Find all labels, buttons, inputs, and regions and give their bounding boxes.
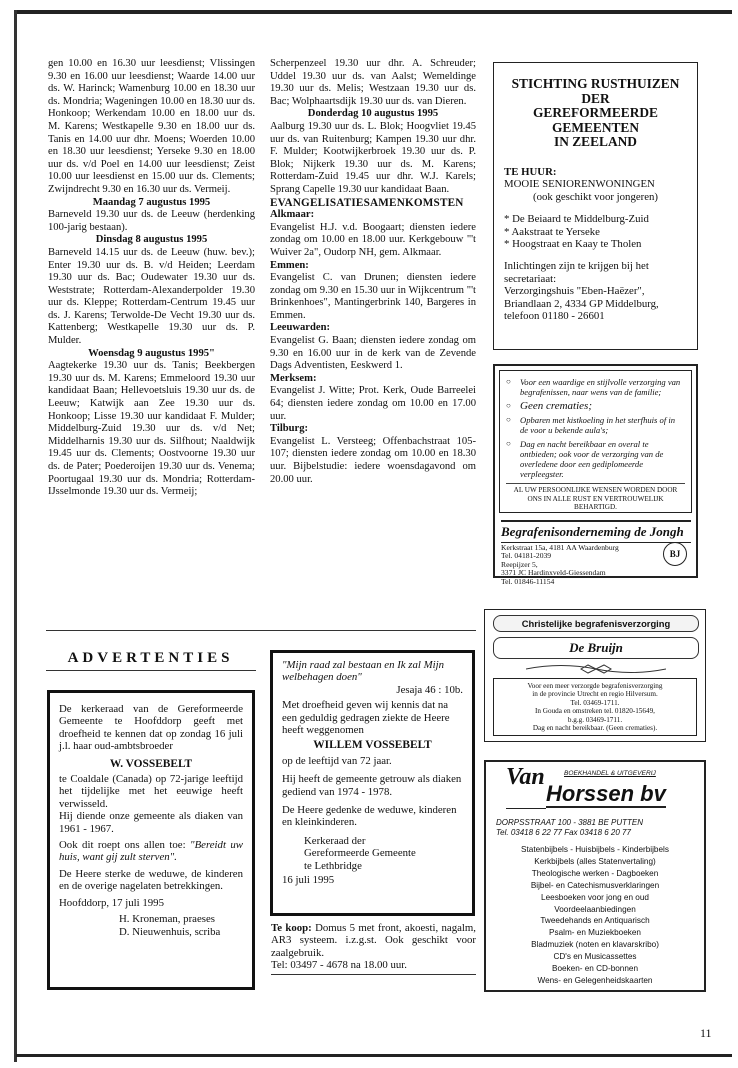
address-line: Tel. 01846-11154 xyxy=(501,576,555,586)
debruijn-ad xyxy=(484,609,706,742)
place-name: Alkmaar: xyxy=(270,209,315,221)
location-item: * Hoogstraat en Kaay te Tholen xyxy=(504,238,642,250)
notice2-p1: Met droefheid geven wij kennis dat na een geduldig gedragen ziekte de Heere heeft weggenomen xyxy=(282,699,450,737)
horssen-ad xyxy=(484,760,706,992)
notice1-signature: H. Kroneman, praeses xyxy=(119,913,215,926)
debruijn-line: In Gouda en omstreken tel. 01820-15649, xyxy=(535,707,655,716)
horssen-item: Leesboeken voor jong en oud xyxy=(541,892,649,902)
debruijn-line: Dag en nacht bereikbaar. (Geen crematies). xyxy=(532,724,658,733)
place-text: Evangelist J. Witte; Prot. Kerk, Oude Barreelei 64; diensten iedere zondag om 10.00 en 17.00 uur. xyxy=(270,385,476,422)
address-line: Reepijzer 5, xyxy=(501,559,538,569)
info-line: telefoon 01180 - 26601 xyxy=(504,310,605,323)
notice1-p3: Hij diende onze gemeente als diaken van 1961 - 1967. xyxy=(59,810,243,835)
notice2-p4: De Heere gedenke de weduwe, kinderen en kleinkinderen. xyxy=(282,804,457,829)
notice1-p4 xyxy=(59,839,243,864)
dejongh-bullet: ○ Dag en nacht bereikbaar en overal te ontbieden; ook voor de verzorging van de overledene door een gediplomeerde verpleegster. xyxy=(506,439,685,479)
advertenties-title: ADVERTENTIES xyxy=(67,650,234,666)
notice2-name: WILLEM VOSSEBELT xyxy=(313,739,432,752)
debruijn-line: Tel. 03469-1711. xyxy=(570,698,620,707)
advertenties-underline xyxy=(46,670,256,671)
horssen-item: Statenbijbels - Huisbijbels - Kinderbijbels xyxy=(521,845,669,854)
place-name: Tilburg: xyxy=(270,423,309,435)
notice2-sign-line: Gereformeerde Gemeente xyxy=(304,847,416,860)
column-2 xyxy=(270,58,476,486)
evangelisatie-title: EVANGELISATIESAMENKOMSTEN xyxy=(270,196,464,209)
notice2-sign-line: te Lethbridge xyxy=(304,859,362,872)
horssen-item: Bijbel- en Catechismusverklaringen xyxy=(530,880,660,890)
notice1-place-date: Hoofddorp, 17 juli 1995 xyxy=(59,896,164,909)
page-border-top xyxy=(16,10,732,14)
huur-label: TE HUUR: xyxy=(504,165,557,178)
page-border-left xyxy=(14,10,17,1062)
place-name: Emmen: xyxy=(270,259,309,271)
notice2-reference: Jesaja 46 : 10b. xyxy=(396,683,463,696)
notice2-p3: Hij heeft de gemeente getrouw als diaken gediend van 1974 - 1978. xyxy=(282,773,462,798)
day1-text: Barneveld 19.30 uur ds. de Leeuw (herdenking 100-jarig bestaan). xyxy=(48,209,255,233)
dejongh-closing: AL UW PERSOONLIJKE WENSEN WORDEN DOOR ONS IN ALLE RUST EN VERTROUWELIJK BEHARTIGD. xyxy=(506,483,685,512)
day2-heading: Dinsdag 8 augustus 1995 xyxy=(95,234,208,246)
horssen-item: Tweedehands en Antiquarisch xyxy=(540,916,650,926)
horssen-item: Psalm- en Muziekboeken xyxy=(549,928,641,938)
te-koop-text: Domus 5 met front, akoesti, nagalm, AR3 systeem. i.z.g.st. Ook geschikt voor zaalgebruik. xyxy=(271,922,476,959)
rusthuizen-title-line: GEREFORMEERDE xyxy=(533,105,658,121)
day2-text: Barneveld 14.15 uur ds. de Leeuw (huw. bev.); Enter 19.30 uur ds. B. v/d Heiden; Leerdam 19.30 uur ds. Bac; Oudewater 19.30 uur ds. Weststrate; Rotterdam-Alexanderpolder 19.30 uur ds. Kleppe; Rotterdam-Centrum 19.45 uur ds. J. Karens; Terwolde-De Vecht 19.30 uur ds. Kattenberg; Westkapelle 19.30 uur ds. P. Mulder. xyxy=(48,246,255,347)
horssen-item: CD's en Musicassettes xyxy=(553,952,637,962)
info-line: Verzorgingshuis "Eben-Haëzer", xyxy=(504,285,645,298)
place-text: Evangelist H.J. v.d. Boogaart; diensten iedere zondag om 10.00 en 18.00 uur. Kerkgebouw "'t Wuiver 2a", Oudorp NH, gem. Alkmaar. xyxy=(270,221,476,258)
horssen-item: Bladmuziek (noten en klavarskribo) xyxy=(531,940,659,950)
address-line: 3371 JC Hardinxveld-Giessendam xyxy=(501,568,606,578)
dejongh-address xyxy=(501,544,651,586)
rusthuizen-title-line: DER xyxy=(581,90,610,106)
notice1-p4-text: Ook dit roept ons allen toe: xyxy=(59,839,191,852)
info-line: Briandlaan 2, 4334 GP Middelburg, xyxy=(504,297,659,310)
horssen-item: Theologische werken - Dagboeken xyxy=(531,868,659,878)
notice1-p1: De kerkeraad van de Gereformeerde Gemeente te Hoofddorp geeft met droefheid te kennen dat op zondag 16 juli j.l. haar oud-ambtsbroeder xyxy=(59,703,243,753)
horssen-van: Van xyxy=(506,764,545,790)
dejongh-name: Begrafenisonderneming de Jongh xyxy=(501,520,691,543)
notice1-name: W. VOSSEBELT xyxy=(109,757,193,770)
rusthuizen-title xyxy=(504,77,687,150)
notice1-p4-quote: "Bereidt uw huis, want gij zult sterven". xyxy=(59,839,243,864)
column-2-intro: Scherpenzeel 19.30 uur dhr. A. Schreuder; Uddel 19.30 uur ds. van Aalst; Wemeldinge 19.30 uur ds. Melis; Westzaan 19.30 uur ds. Bac; Wolphaartsdijk 19.30 uur ds. van Dieren. xyxy=(270,58,476,107)
advertenties-rule xyxy=(46,630,476,631)
debruijn-banner: Christelijke begrafenisverzorging xyxy=(493,615,699,632)
huur-subline: (ook geschikt voor jongeren) xyxy=(532,190,659,203)
day3-heading: Woensdag 9 augustus 1995" xyxy=(88,347,215,359)
notice1-p2: te Coaldale (Canada) op 72-jarige leeftijd het tijdelijke met het eeuwige heeft verwisseld. xyxy=(59,773,243,810)
place-text: Evangelist G. Baan; diensten iedere zondag om 9.30 en 16.00 uur in de kerk van de Zevende Dags Adventisten, Eeskwerd 1. xyxy=(270,335,476,372)
address-line: Kerkstraat 15a, 4181 AA Waardenburg xyxy=(501,543,619,552)
day1-heading: Maandag 7 augustus 1995 xyxy=(92,196,211,208)
day3-text: Aagtekerke 19.30 uur ds. Tanis; Beekbergen 19.30 uur ds. M. Karens; Emmeloord 19.30 uur kandidaat Baan; Hellevoetsluis 19.30 uur ds. de Leeuw; Katwijk aan Zee 19.30 uur ds. Honkoop; Lisse 19.30 uur kandidaat F. Mulder; Middelburg-Zuid 19.30 uur ds. v/d Net; Middelharnis 19.30 uur ds. Silfhout; Naaldwijk 19.45 uur ds. Clements; Oostvoorne 19.30 uur ds. de Pater; Poederoijen 19.30 uur ds. Venema; Poortugaal 19.30 uur ds. Mondria; Rotterdam-IJsselmonde 19.30 uur ds. Vermeij; xyxy=(48,360,255,498)
notice1-signature: D. Nieuwenhuis, scriba xyxy=(119,925,221,938)
location-item: * De Beiaard te Middelburg-Zuid xyxy=(504,213,649,226)
horssen-item: Kerkbijbels (alles Statenvertaling) xyxy=(534,856,656,866)
place-name: Merksem: xyxy=(270,372,317,384)
rusthuizen-title-line: STICHTING RUSTHUIZEN xyxy=(511,76,680,91)
dejongh-bullet: ○ Geen crematies; xyxy=(506,401,685,411)
location-item: * Aakstraat te Yerseke xyxy=(504,225,600,238)
notice2-date: 16 juli 1995 xyxy=(282,874,335,887)
rusthuizen-title-line: IN ZEELAND xyxy=(554,134,637,150)
huur-line: MOOIE SENIORENWONINGEN xyxy=(504,178,655,191)
debruijn-line: b.g.g. 03469-1711. xyxy=(567,715,623,724)
te-koop-label: Te koop: xyxy=(271,922,312,934)
horssen-name: Horssen bv xyxy=(546,781,666,806)
horssen-items xyxy=(488,844,702,987)
day4-text: Aalburg 19.30 uur ds. L. Blok; Hoogvliet 19.45 uur ds. van Ruitenburg; Kampen 19.30 uur dhr. F. Mulder; Kootwijkerbroek 19.30 uur ds. P. Blok; Nijkerk 19.30 uur ds. M. Karens; Rotterdam-Zuid 19.45 uur dhr. W.J. Karels; Sprang Capelle 19.30 uur kandidaat Baan. xyxy=(270,120,476,195)
page-number: 11 xyxy=(700,1026,712,1040)
debruijn-name: De Bruijn xyxy=(493,637,699,659)
notice1-p5: De Heere sterke de weduwe, de kinderen en de overige nagelaten betrekkingen. xyxy=(59,867,243,893)
ornament-divider-icon xyxy=(526,662,666,676)
page-border-bottom xyxy=(16,1054,732,1057)
info-line: Inlichtingen zijn te krijgen bij het xyxy=(504,260,649,273)
horssen-tagline: BOEKHANDEL & UITGEVERIJ xyxy=(564,770,656,777)
horssen-rule xyxy=(506,808,546,809)
dejongh-bullet: ○ Opbaren met kistkoeling in het sterfhuis of in de voor u bekende aula's; xyxy=(506,415,685,435)
info-line: secretariaat: xyxy=(504,272,557,285)
dejongh-bullet: ○ Voor een waardige en stijlvolle verzorging van begrafenissen, naar wens van de familie; xyxy=(506,377,685,397)
dejongh-inner-frame xyxy=(499,370,692,513)
column-1 xyxy=(48,58,255,499)
horssen-item: Wens- en Gelegenheidskaarten xyxy=(537,975,653,985)
dejongh-bullets xyxy=(506,377,685,479)
rusthuizen-title-line: GEMEENTEN xyxy=(551,119,640,135)
death-notice-lethbridge xyxy=(270,650,475,916)
address-line: Tel. 04181-2039 xyxy=(501,551,552,561)
notice2-sign-line: Kerkeraad der xyxy=(304,834,366,847)
notice2-quote: "Mijn raad zal bestaan en Ik zal Mijn welbehagen doen" xyxy=(282,659,444,684)
dejongh-ad xyxy=(493,364,698,586)
place-name: Leeuwarden: xyxy=(270,322,331,334)
place-text: Evangelist C. van Drunen; diensten iedere zondag om 9.30 en 15.30 uur in Wijkcentrum "'t Brinkenhoes", Mantingerbrink 140, Bargeres in Emmen. xyxy=(270,272,476,321)
day4-heading: Donderdag 10 augustus 1995 xyxy=(307,108,439,120)
death-notice-hoofddorp xyxy=(47,690,255,990)
horssen-address: DORPSSTRAAT 100 - 3881 BE PUTTEN xyxy=(496,818,644,827)
horssen-item: Boeken- en CD-bonnen xyxy=(551,964,639,974)
te-koop-ad xyxy=(271,922,476,975)
dejongh-logo-icon: BJ xyxy=(663,542,687,566)
te-koop-phone: Tel: 03497 - 4678 na 18.00 uur. xyxy=(271,959,407,972)
horssen-phones: Tel. 03418 6 22 77 Fax 03418 6 20 77 xyxy=(496,828,631,837)
notice2-p2: op de leeftijd van 72 jaar. xyxy=(282,754,392,767)
place-text: Evangelist L. Versteeg; Offenbachstraat 105-107; diensten iedere zondag om 10.00 en 18.30 uur. Bijbelstudie: iedere woensdagavond om 20.00 uur. xyxy=(270,435,476,485)
column-1-intro: gen 10.00 en 16.30 uur leesdienst; Vlissingen 9.30 en 16.00 uur leesdienst; Waarde 14.00 uur ds. W. Harinck; Wamenburg 10.00 en 18.30 uur ds. Mondria; Wageningen 10.00 en 18.30 uur ds. Honkoop; Werkendam 10.00 en 18.00 uur ds. M. Karens; Westkapelle 9.30 en 18.00 uur ds. Tanis en 14.00 uur dhr. Moens; Woerden 10.00 en 18.30 uur leesdienst; Yerseke 9.30 en 18.00 uur ds. v/d Poel en 14.00 uur leesdienst; Zeist 10.00 uur leesdienst en 15.00 uur ds. Clements; Zwijndrecht 9.30 en 16.30 uur ds. Vermeij. xyxy=(48,58,255,195)
debruijn-line: Voor een meer verzorgde begrafenisverzorging xyxy=(527,682,663,690)
debruijn-text xyxy=(493,678,697,736)
horssen-item: Voordeelaanbiedingen xyxy=(554,904,636,914)
debruijn-line: in de provincie Utrecht en regio Hilversum. xyxy=(532,690,658,699)
rusthuizen-ad xyxy=(493,62,698,350)
